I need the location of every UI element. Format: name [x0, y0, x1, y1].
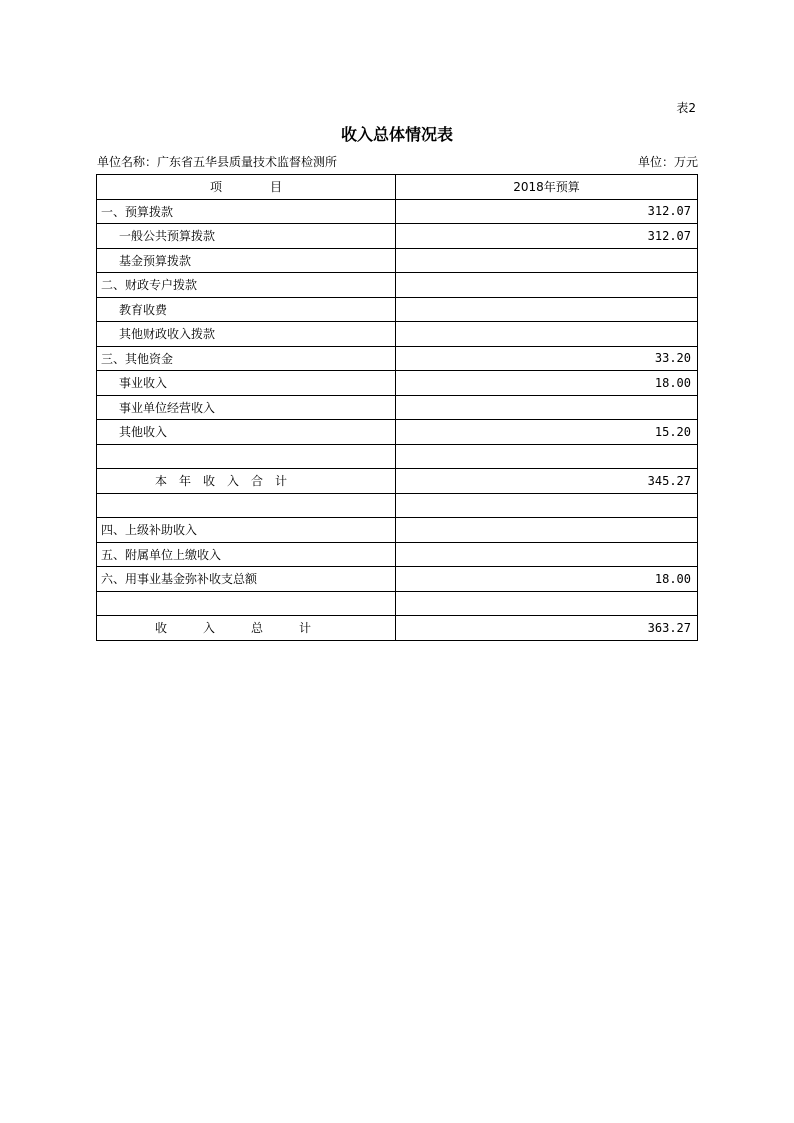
- table-row: [97, 444, 698, 469]
- row-label: 其他财政收入拨款: [97, 322, 396, 347]
- page-title: 收入总体情况表: [340, 125, 453, 144]
- table-header-row: [97, 175, 698, 200]
- table-row: [97, 371, 698, 396]
- table-row: [97, 297, 698, 322]
- row-label: 教育收费: [97, 297, 396, 322]
- table-row: [97, 591, 698, 616]
- table-row: [97, 322, 698, 347]
- table-row: [97, 567, 698, 592]
- row-value: 18.00: [396, 371, 698, 396]
- row-value: [396, 591, 698, 616]
- table-row: [97, 518, 698, 543]
- table-row: [97, 199, 698, 224]
- table-row: [97, 420, 698, 445]
- grand-total-label: 收 入 总 计: [97, 616, 396, 641]
- row-label: 六、用事业基金弥补收支总额: [97, 567, 396, 592]
- row-label: [97, 591, 396, 616]
- unit-info-row: [97, 153, 698, 169]
- row-value: [396, 248, 698, 273]
- row-label: 事业收入: [97, 371, 396, 396]
- row-label: 一、预算拨款: [97, 199, 396, 224]
- row-value: 33.20: [396, 346, 698, 371]
- row-value: [396, 395, 698, 420]
- row-value: 18.00: [396, 567, 698, 592]
- currency-unit: 单位：万元: [637, 155, 698, 169]
- subtotal-row: [97, 469, 698, 494]
- table-row: [97, 346, 698, 371]
- table-row: [97, 542, 698, 567]
- grand-total-value: 363.27: [396, 616, 698, 641]
- row-value: 312.07: [396, 224, 698, 249]
- row-label: 其他收入: [97, 420, 396, 445]
- table-row: [97, 273, 698, 298]
- row-value: [396, 297, 698, 322]
- table-number: 表2: [676, 101, 696, 115]
- row-label: 基金预算拨款: [97, 248, 396, 273]
- table-row: [97, 493, 698, 518]
- row-value: 15.20: [396, 420, 698, 445]
- row-label: 五、附属单位上缴收入: [97, 542, 396, 567]
- table-row: [97, 248, 698, 273]
- row-label: 一般公共预算拨款: [97, 224, 396, 249]
- header-budget-2018: 2018年预算: [396, 175, 698, 200]
- row-value: [396, 273, 698, 298]
- table-row: [97, 395, 698, 420]
- row-label: [97, 493, 396, 518]
- row-value: [396, 493, 698, 518]
- grand-total-row: [97, 616, 698, 641]
- row-label: 四、上级补助收入: [97, 518, 396, 543]
- row-value: [396, 542, 698, 567]
- row-label: 二、财政专户拨款: [97, 273, 396, 298]
- row-label: 事业单位经营收入: [97, 395, 396, 420]
- row-value: [396, 444, 698, 469]
- header-item: 项 目: [97, 175, 396, 200]
- income-summary-table: [96, 174, 698, 641]
- subtotal-value: 345.27: [396, 469, 698, 494]
- subtotal-label: 本 年 收 入 合 计: [97, 469, 396, 494]
- row-label: [97, 444, 396, 469]
- unit-name: 单位名称：广东省五华县质量技术监督检测所: [97, 155, 338, 169]
- row-label: 三、其他资金: [97, 346, 396, 371]
- table-row: [97, 224, 698, 249]
- row-value: [396, 322, 698, 347]
- row-value: 312.07: [396, 199, 698, 224]
- row-value: [396, 518, 698, 543]
